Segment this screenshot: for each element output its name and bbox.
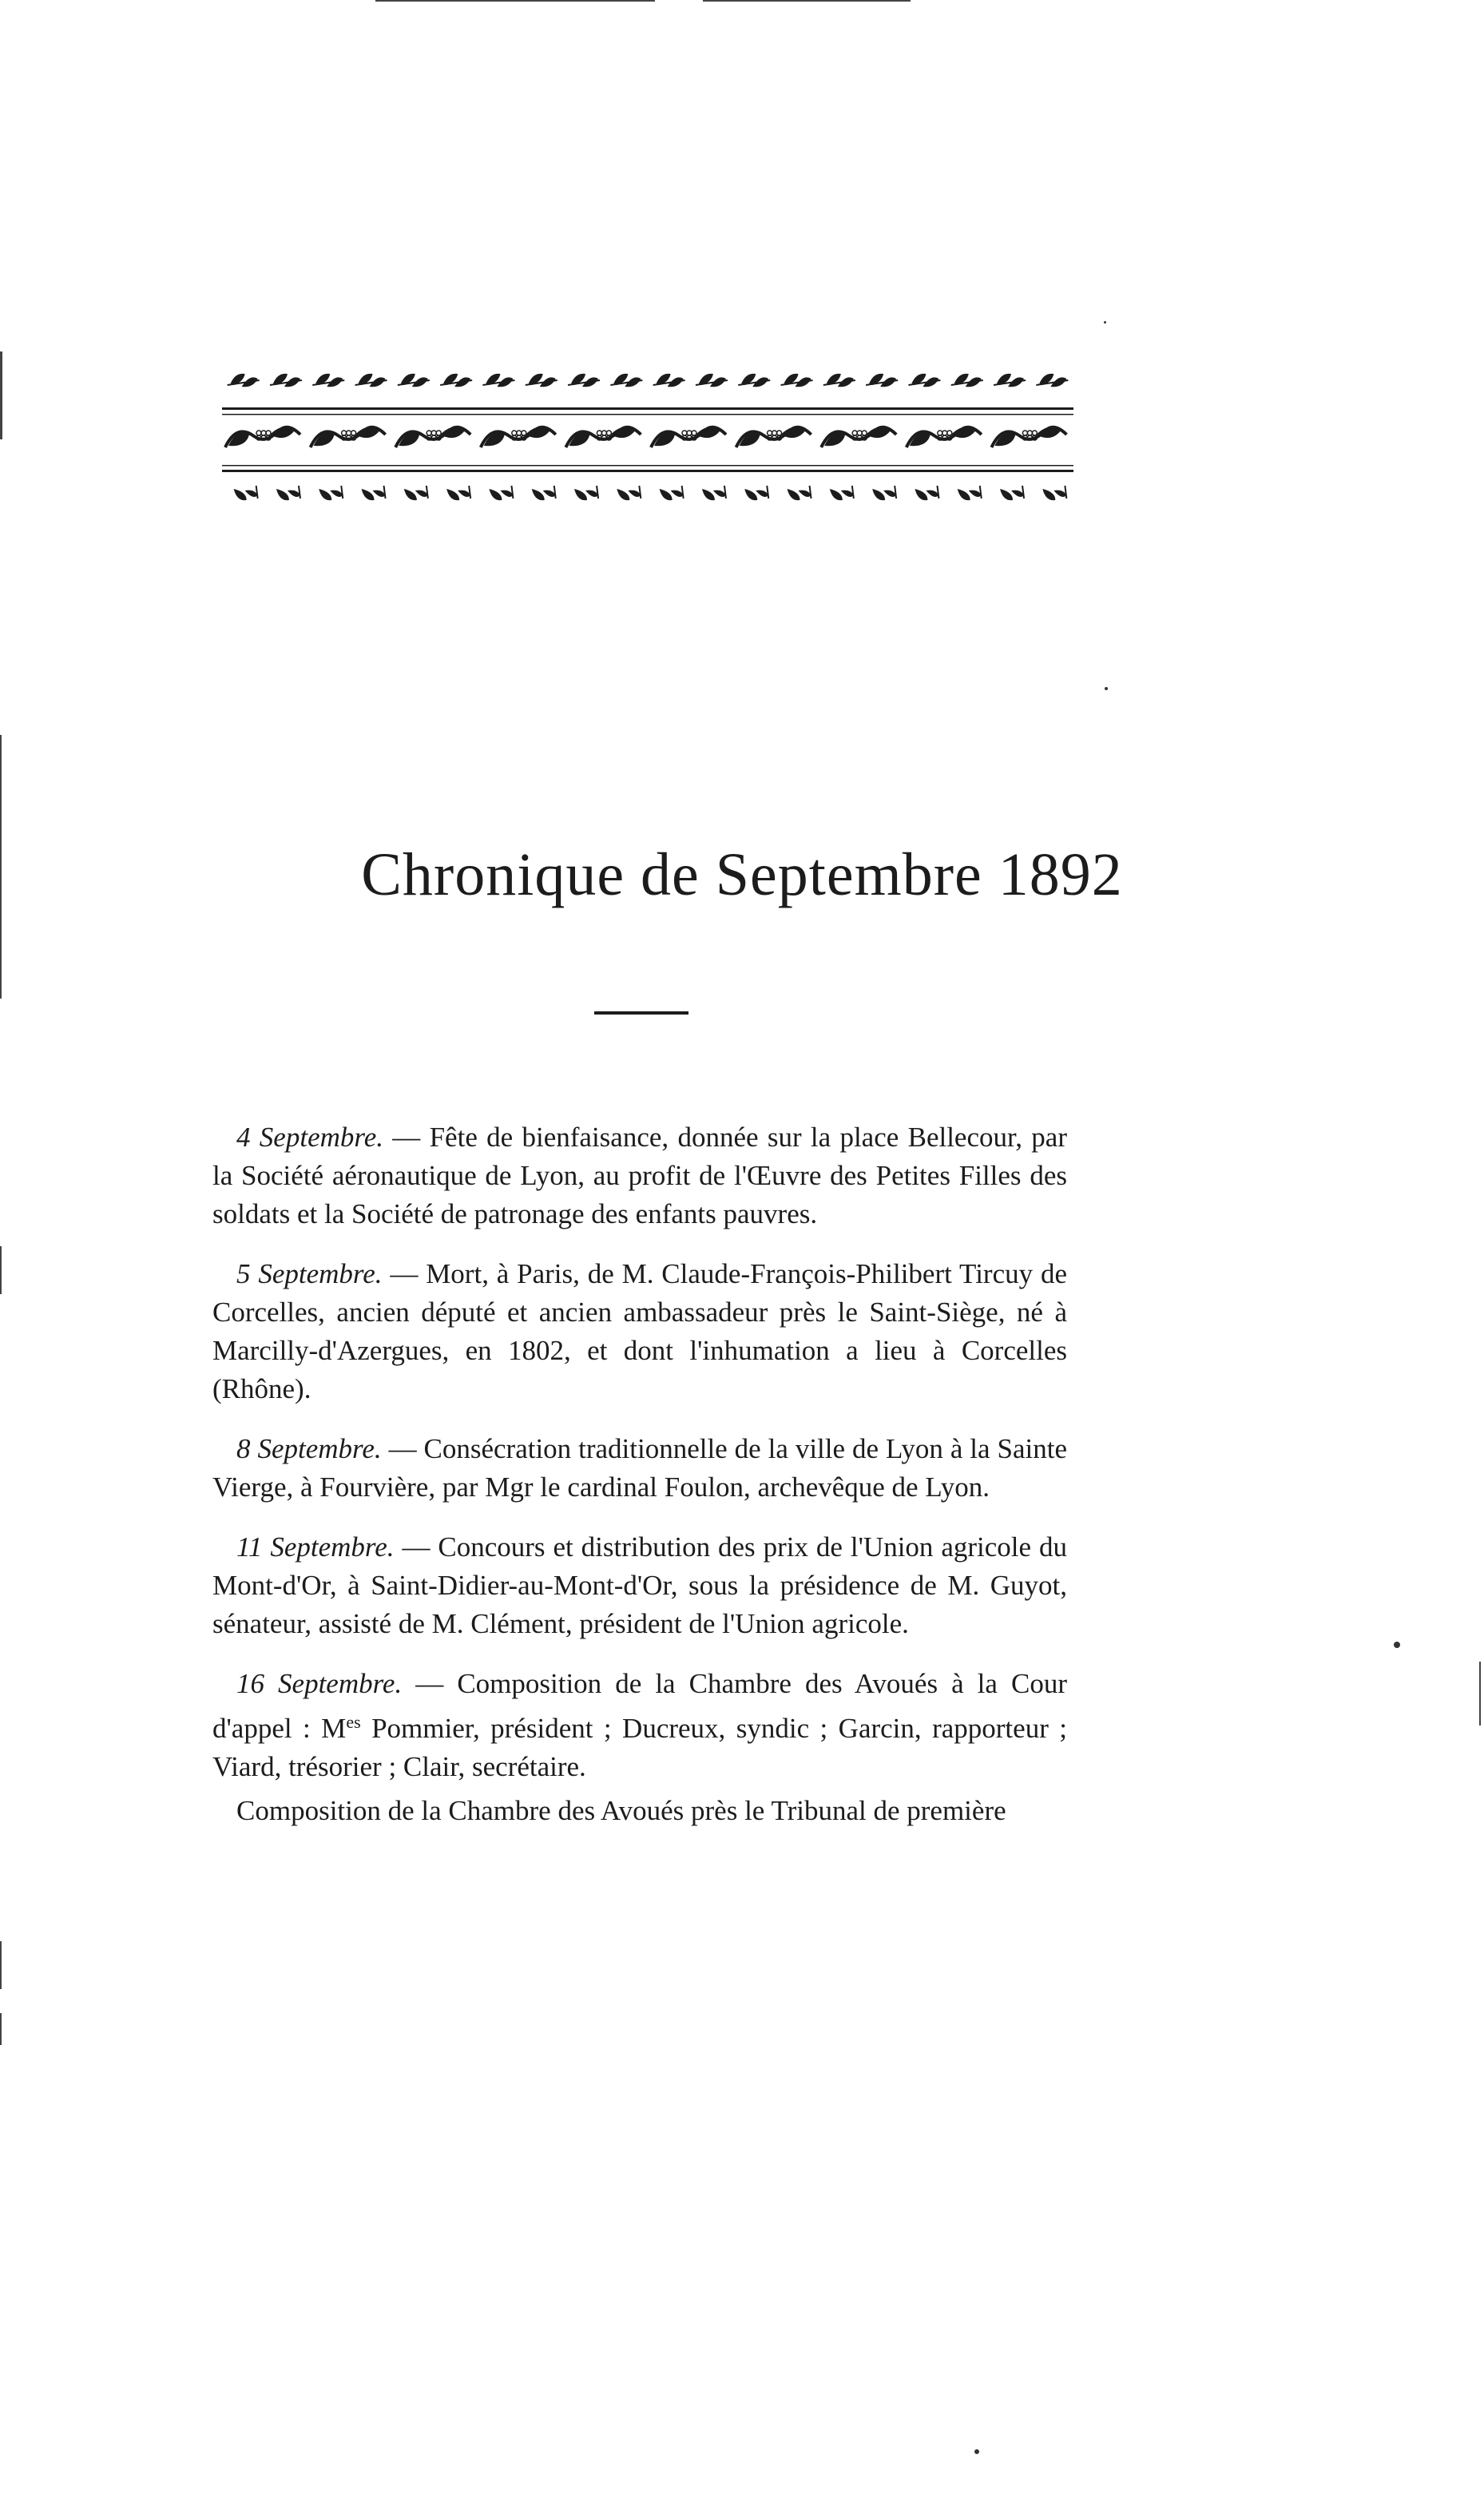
entry-text: — Consécration traditionnelle de la ville de Lyon à la Sainte Vierge, à Fourvière, par Mgr le cardinal Foulon, archevêque de Lyon.: [212, 1433, 1067, 1503]
vine-leaf-border-icon: [222, 369, 1073, 517]
entry-text: — Concours et distribution des prix de l'Union agricole du Mont-d'Or, à Saint-Didier-au-Mont-d'Or, sous la présidence de M. Guyot, sénateur, assisté de M. Clément, président de l'Union agricole.: [212, 1531, 1067, 1639]
chronicle-entry: [212, 1118, 1067, 1233]
scan-edge-mark: [0, 351, 2, 439]
scan-edge-mark: [0, 1941, 2, 1989]
chronicle-entry: [212, 1430, 1067, 1507]
ink-speck: [974, 2449, 979, 2454]
scan-edge-mark: [0, 2013, 2, 2045]
entry-text: — Composition de la Chambre des Avoués à la Cour d'appel : M: [212, 1668, 1067, 1744]
scan-edge-mark: [0, 1246, 2, 1294]
scan-top-mark: [703, 0, 911, 2]
chronicle-entry: [212, 1665, 1067, 1786]
chronicle-body: [212, 1118, 1067, 1852]
entry-date: 4 Septembre.: [236, 1122, 383, 1153]
entry-text: — Mort, à Paris, de M. Claude-François-Philibert Tircuy de Corcelles, ancien député et ancien ambassadeur près le Saint-Siège, né à Marcilly-d'Azergues, en 1802, et dont l'inhumation a lieu à Corcelles (Rhône).: [212, 1258, 1067, 1404]
entry-superscript: es: [346, 1712, 361, 1732]
scan-top-mark: [375, 0, 655, 2]
ink-speck: [1394, 1642, 1400, 1648]
scan-edge-mark: [1479, 1662, 1481, 1726]
entry-date: 5 Septembre.: [236, 1258, 383, 1289]
ink-speck: [1104, 321, 1106, 324]
chronicle-entry: [212, 1528, 1067, 1643]
ink-speck: [1105, 687, 1108, 690]
entry-date: 16 Septembre.: [236, 1668, 403, 1699]
entry-date: 11 Septembre.: [236, 1531, 395, 1563]
chronicle-continuation: Composition de la Chambre des Avoués près le Tribunal de première: [236, 1795, 1006, 1826]
title-divider: [594, 1011, 688, 1015]
page-title: Chronique de Septembre 1892: [361, 841, 1123, 908]
entry-date: 8 Septembre.: [236, 1433, 382, 1464]
entry-text: Pommier, président ; Ducreux, syndic ; Garcin, rapporteur ; Viard, trésorier ; Clair, secrétaire.: [212, 1713, 1067, 1782]
chronicle-entry: [212, 1255, 1067, 1408]
entry-text: — Fête de bienfaisance, donnée sur la place Bellecour, par la Société aéronautique de Lyon, au profit de l'Œuvre des Petites Filles des soldats et la Société de patronage des enfants pauvres.: [212, 1122, 1067, 1229]
